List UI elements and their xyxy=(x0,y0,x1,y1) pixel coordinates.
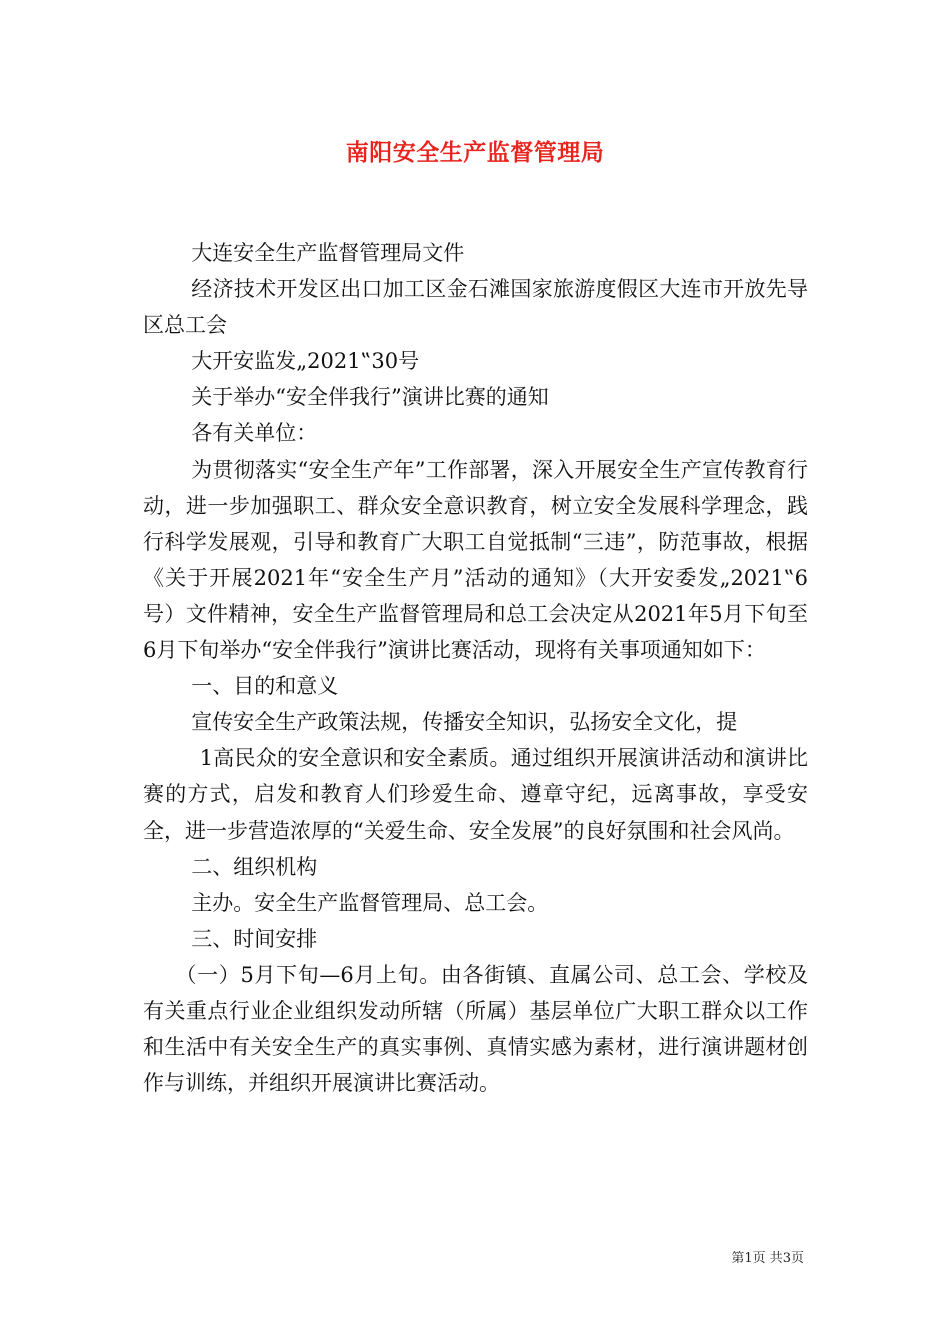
paragraph-schedule-first: （一）5月下旬—6月上旬。由各街镇、直属公司、总工会、学校及有关重点行业企业组织发动所辖（所属）基层单位广大职工群众以工作和生活中有关安全生产的真实事例、真情实感为素材，进行演讲题材创作与训练，并组织开展演讲比赛活动。 xyxy=(143,962,808,1096)
paragraph-notice-title: 关于举办“安全伴我行”演讲比赛的通知 xyxy=(191,385,549,410)
paragraph-doc-number: 大开安监发„2021‟30号 xyxy=(191,349,420,374)
paragraph-salutation: 各有关单位： xyxy=(191,421,318,446)
paragraph-co-issuers: 经济技术开发区出口加工区金石滩国家旅游度假区大连市开放先导区总工会 xyxy=(143,277,808,338)
paragraph-organizer: 主办。安全生产监督管理局、总工会。 xyxy=(191,890,549,915)
section-heading-schedule: 三、时间安排 xyxy=(191,926,318,951)
paragraph-purpose-body: 1高民众的安全意识和安全素质。通过组织开展演讲活动和演讲比赛的方式，启发和教育人们珍爱生命、遵章守纪，远离事故，享受安全，进一步营造浓厚的“关爱生命、安全发展”的良好氛围和社会风尚。 xyxy=(143,746,808,843)
section-heading-purpose: 一、目的和意义 xyxy=(191,674,339,699)
document-body xyxy=(143,235,808,1101)
section-heading-organization: 二、组织机构 xyxy=(191,854,318,879)
paragraph-intro: 为贯彻落实“安全生产年”工作部署，深入开展安全生产宣传教育行动，进一步加强职工、群众安全意识教育，树立安全发展科学理念，践行科学发展观，引导和教育广大职工自觉抵制“三违”，防范事故，根据《关于开展2021年“安全生产月”活动的通知》（大开安委发„2021‟6号）文件精神，安全生产监督管理局和总工会决定从2021年5月下旬至6月下旬举办“安全伴我行”演讲比赛活动，现将有关事项通知如下： xyxy=(143,457,808,663)
document-title: 南阳安全生产监督管理局 xyxy=(345,140,605,166)
paragraph-issuer: 大连安全生产监督管理局文件 xyxy=(191,241,465,265)
page-number: 第1页 共3页 xyxy=(731,1251,804,1266)
paragraph-purpose-line: 宣传安全生产政策法规，传播安全知识，弘扬安全文化，提 xyxy=(191,710,738,735)
